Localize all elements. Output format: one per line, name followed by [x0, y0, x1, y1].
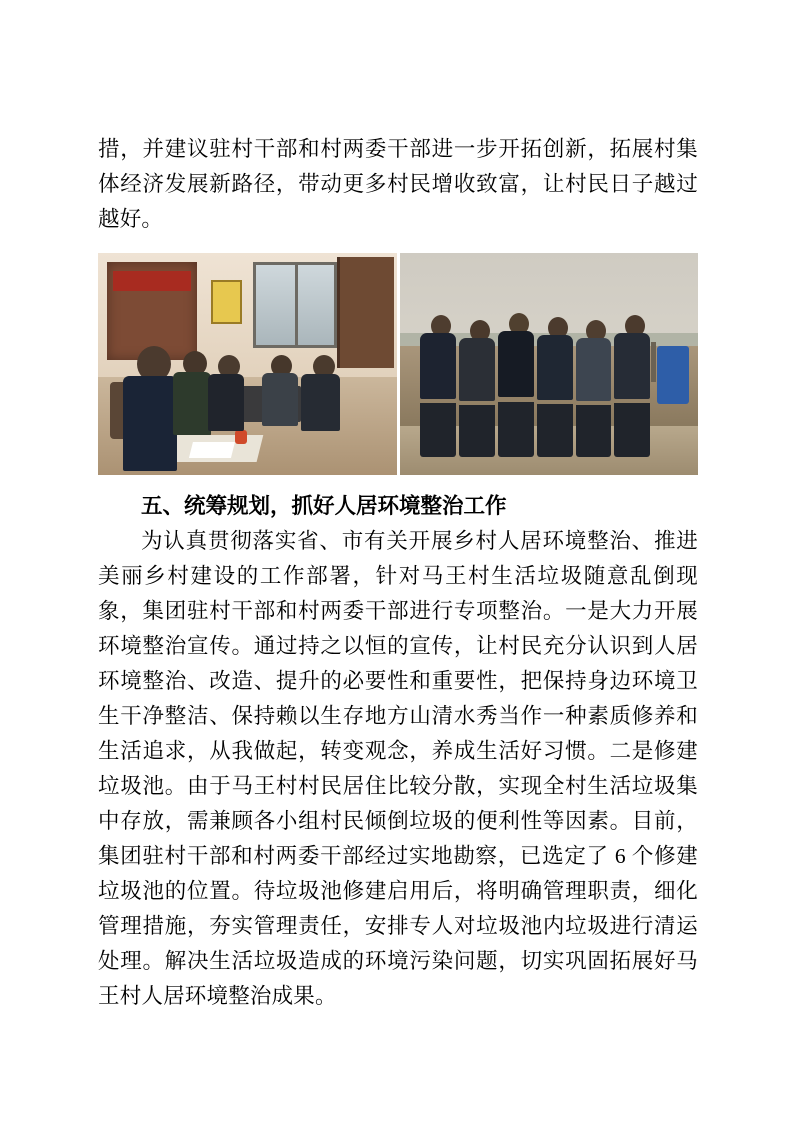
photo-window: [253, 262, 337, 348]
photo-cup: [235, 430, 247, 444]
paragraph-top: 措，并建议驻村干部和村两委干部进一步开拓创新，拓展村集体经济发展新路径，带动更多村民增收致富，让村民日子越过越好。: [98, 137, 698, 231]
person-legs: [498, 402, 534, 457]
photo-person: [498, 313, 534, 457]
paragraph-body: 为认真贯彻落实省、市有关开展乡村人居环境整治、推进美丽乡村建设的工作部署，针对马王村生活垃圾随意乱倒现象，集团驻村干部和村两委干部进行专项整治。一是大力开展环境整治宣传。通过持之以恒的宣传，让村民充分认识到人居环境整治、改造、提升的必要性和重要性，把保持身边环境卫生干净整洁、保持赖以生存地方山清水秀当作一种素质修养和生活追求，从我做起，转变观念，养成生活好习惯。二是修建垃圾池。由于马王村村民居住比较分散，实现全村生活垃圾集中存放，需兼顾各小组村民倾倒垃圾的便利性等因素。目前，集团驻村干部和村两委干部经过实地勘察，已选定了 6 个修建垃圾池的位置。待垃圾池修建启用后，将明确管理职责，细化管理措施，夯实管理责任，安排专人对垃圾池内垃圾进行清运处理。解决生活垃圾造成的环境污染问题，切实巩固拓展好马王村人居环境整治成果。: [98, 529, 698, 1008]
photo-blue-barrel: [657, 346, 689, 404]
photo-person: [122, 346, 179, 470]
person-body: [614, 333, 650, 398]
person-body: [459, 338, 495, 401]
person-legs: [459, 405, 495, 457]
photo-person: [614, 315, 650, 457]
photo-red-banner: [113, 271, 191, 291]
person-body: [537, 335, 573, 399]
photo-person: [301, 355, 340, 430]
person-body: [208, 374, 244, 430]
person-body: [173, 372, 212, 435]
photo-door: [337, 257, 394, 368]
photo-post: [651, 342, 656, 382]
photo-paper: [189, 442, 235, 458]
person-legs: [576, 405, 612, 457]
photo-row: [98, 253, 698, 475]
indoor-meeting-photo: [98, 253, 397, 475]
photo-person: [459, 320, 495, 458]
photo-wall-frame: [211, 280, 242, 324]
photo-person: [537, 317, 573, 457]
person-legs: [537, 404, 573, 457]
person-body: [420, 333, 456, 398]
person-legs: [420, 403, 456, 457]
photo-person: [208, 355, 244, 430]
person-body: [576, 338, 612, 401]
person-body: [498, 331, 534, 397]
person-legs: [614, 403, 650, 457]
person-body: [123, 376, 177, 470]
section-heading: 五、统筹规划，抓好人居环境整治工作: [141, 494, 507, 518]
photo-person: [173, 351, 212, 435]
page-content: [98, 132, 698, 1014]
photo-person: [420, 315, 456, 457]
outdoor-group-photo: [400, 253, 699, 475]
person-body: [262, 373, 298, 426]
photo-person: [262, 355, 298, 426]
photo-person: [576, 320, 612, 458]
person-body: [301, 374, 340, 430]
